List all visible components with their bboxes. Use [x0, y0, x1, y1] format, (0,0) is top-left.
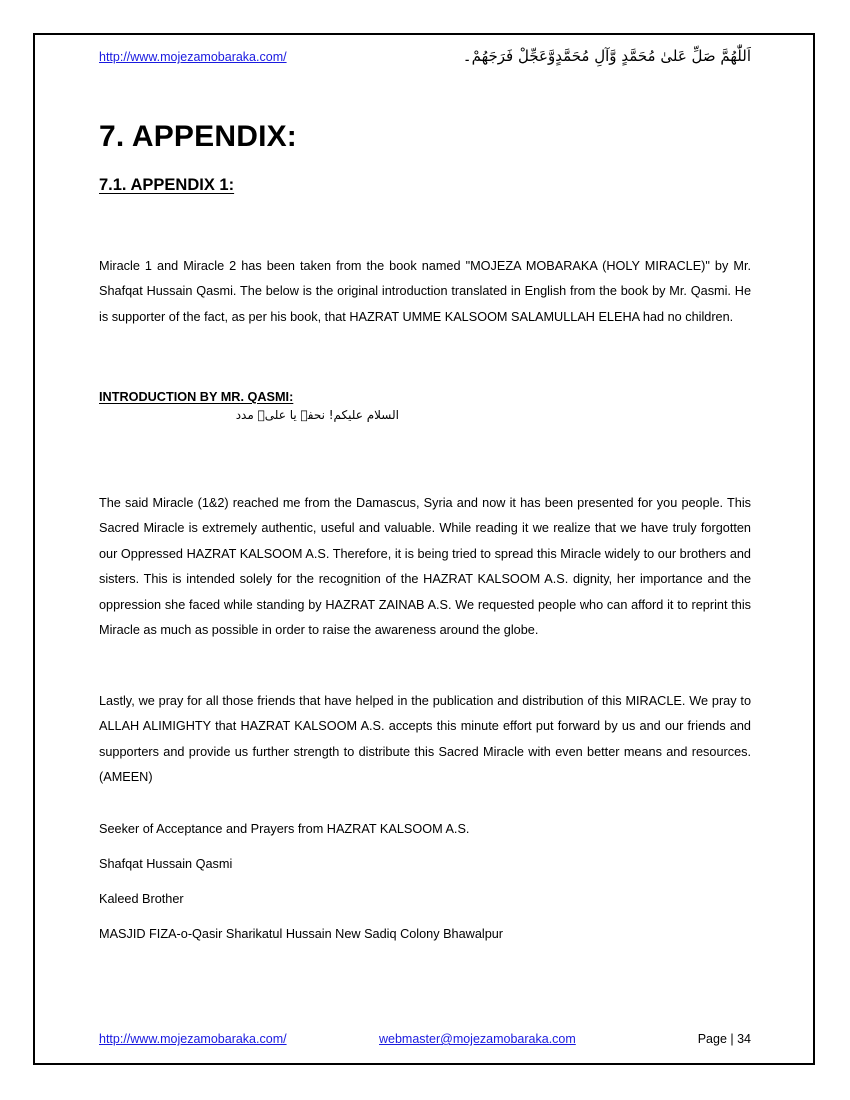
- footer-email-link[interactable]: webmaster@mojezamobaraka.com: [379, 1032, 576, 1046]
- footer-site-link[interactable]: http://www.mojezamobaraka.com/: [99, 1032, 287, 1046]
- signature-line-seeker: Seeker of Acceptance and Prayers from HAZRAT KALSOOM A.S.: [99, 822, 470, 836]
- paragraph-intro-note: Miracle 1 and Miracle 2 has been taken from the book named "MOJEZA MOBARAKA (HOLY MIRACLE)" by Mr. Shafqat Hussain Qasmi. The below is the original introduction translated in English from the book by Mr. Qasmi. He is supporter of the fact, as per his book, that HAZRAT UMME KALSOOM SALAMULLAH ELEHA had no children.: [99, 258, 751, 324]
- heading-appendix: 7. APPENDIX:: [99, 120, 298, 154]
- page-footer: [99, 1032, 751, 1054]
- paragraph-said-miracle: The said Miracle (1&2) reached me from the Damascus, Syria and now it has been presented for you people. This Sacred Miracle is extremely authentic, useful and valuable. While reading it we realize that we have truly forgotten our Oppressed HAZRAT KALSOOM A.S. Therefore, it is being tried to spread this Miracle widely to our brothers and sisters. This is intended solely for the recognition of the HAZRAT KALSOOM A.S. dignity, her importance and the oppression she faced while standing by HAZRAT ZAINAB A.S. We requested people who can afford it to reprint this Miracle as much as possible in order to raise the awareness around the globe.: [99, 495, 751, 638]
- header-site-link[interactable]: http://www.mojezamobaraka.com/: [99, 50, 287, 64]
- heading-appendix-1: 7.1. APPENDIX 1:: [99, 175, 235, 194]
- page-header: [99, 48, 751, 78]
- signature-line-name: Shafqat Hussain Qasmi: [99, 857, 233, 871]
- signature-line-kaleed-brother: Kaleed Brother: [99, 892, 184, 906]
- heading-introduction-by-qasmi: INTRODUCTION BY MR. QASMI:: [99, 389, 294, 404]
- header-salawat-arabic: اَللّٰهُمَّ صَلِّ عَلیٰ مُحَمَّدٍ وَّآلِ مُحَمَّدٍوَّعَجِّلْ فَرَجَهُمْ۔: [462, 47, 751, 65]
- urdu-greeting-line: السلام علیکم! نحفہ یا علیؓ مدد: [235, 408, 399, 422]
- paragraph-lastly-prayer: Lastly, we pray for all those friends that have helped in the publication and distribution of this MIRACLE. We pray to ALLAH ALIMIGHTY that HAZRAT KALSOOM A.S. accepts this minute effort put forward by us and our friends and supporters and provide us further strength to distribute this Sacred Miracle with even better means and resources. (AMEEN): [99, 693, 751, 785]
- signature-line-address: MASJID FIZA-o-Qasir Sharikatul Hussain New Sadiq Colony Bhawalpur: [99, 927, 504, 941]
- footer-page-number: Page | 34: [697, 1032, 751, 1046]
